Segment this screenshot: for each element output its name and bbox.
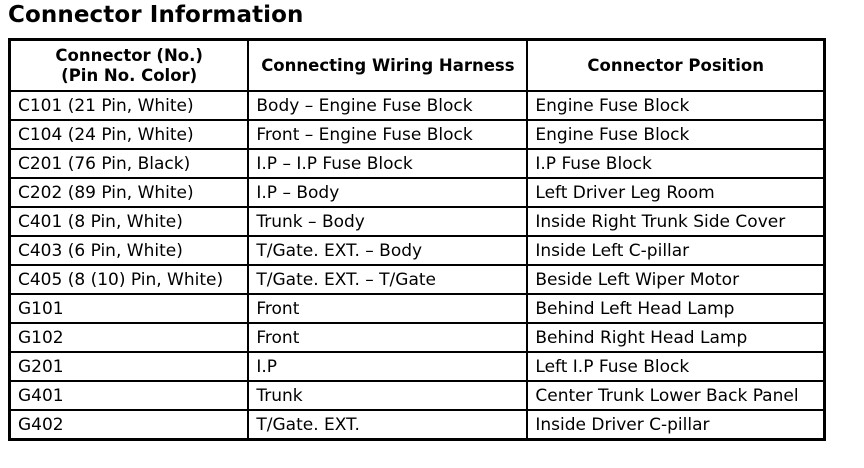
cell-harness: Trunk	[248, 381, 527, 410]
table-row	[10, 381, 825, 410]
table-row	[10, 352, 825, 381]
cell-connector: C201 (76 Pin, Black)	[10, 149, 249, 178]
cell-position: Behind Right Head Lamp	[527, 323, 824, 352]
table-header	[10, 40, 825, 92]
header-harness: Connecting Wiring Harness	[248, 40, 527, 92]
cell-position: Center Trunk Lower Back Panel	[527, 381, 824, 410]
table-row	[10, 323, 825, 352]
cell-connector: C202 (89 Pin, White)	[10, 178, 249, 207]
cell-connector: G102	[10, 323, 249, 352]
table-row	[10, 178, 825, 207]
cell-connector: C401 (8 Pin, White)	[10, 207, 249, 236]
page-title: Connector Information	[8, 2, 304, 28]
header-row	[10, 40, 825, 92]
cell-connector: C104 (24 Pin, White)	[10, 120, 249, 149]
cell-harness: Trunk – Body	[248, 207, 527, 236]
cell-harness: I.P	[248, 352, 527, 381]
connector-table	[8, 38, 826, 441]
table-row	[10, 410, 825, 440]
cell-harness: T/Gate. EXT. – Body	[248, 236, 527, 265]
cell-position: Beside Left Wiper Motor	[527, 265, 824, 294]
header-connector	[10, 40, 249, 92]
cell-connector: C403 (6 Pin, White)	[10, 236, 249, 265]
cell-connector: G401	[10, 381, 249, 410]
header-position: Connector Position	[527, 40, 824, 92]
cell-position: Left I.P Fuse Block	[527, 352, 824, 381]
table-row	[10, 265, 825, 294]
table-row	[10, 207, 825, 236]
cell-connector: G402	[10, 410, 249, 440]
header-connector-line1: Connector (No.)	[55, 45, 203, 65]
cell-harness: Front	[248, 323, 527, 352]
cell-connector: C405 (8 (10) Pin, White)	[10, 265, 249, 294]
header-connector-line2: (Pin No. Color)	[61, 65, 198, 85]
cell-connector: C101 (21 Pin, White)	[10, 91, 249, 120]
cell-connector: G201	[10, 352, 249, 381]
cell-position: Inside Right Trunk Side Cover	[527, 207, 824, 236]
table-row	[10, 149, 825, 178]
cell-connector: G101	[10, 294, 249, 323]
cell-harness: Front	[248, 294, 527, 323]
table-row	[10, 236, 825, 265]
cell-position: Inside Left C-pillar	[527, 236, 824, 265]
cell-harness: T/Gate. EXT.	[248, 410, 527, 440]
cell-position: Inside Driver C-pillar	[527, 410, 824, 440]
cell-position: I.P Fuse Block	[527, 149, 824, 178]
cell-position: Engine Fuse Block	[527, 91, 824, 120]
table-body	[10, 91, 825, 440]
cell-position: Engine Fuse Block	[527, 120, 824, 149]
table-row	[10, 91, 825, 120]
cell-harness: I.P – I.P Fuse Block	[248, 149, 527, 178]
cell-harness: Front – Engine Fuse Block	[248, 120, 527, 149]
cell-harness: I.P – Body	[248, 178, 527, 207]
cell-harness: Body – Engine Fuse Block	[248, 91, 527, 120]
table-row	[10, 294, 825, 323]
cell-harness: T/Gate. EXT. – T/Gate	[248, 265, 527, 294]
table-row	[10, 120, 825, 149]
cell-position: Left Driver Leg Room	[527, 178, 824, 207]
cell-position: Behind Left Head Lamp	[527, 294, 824, 323]
